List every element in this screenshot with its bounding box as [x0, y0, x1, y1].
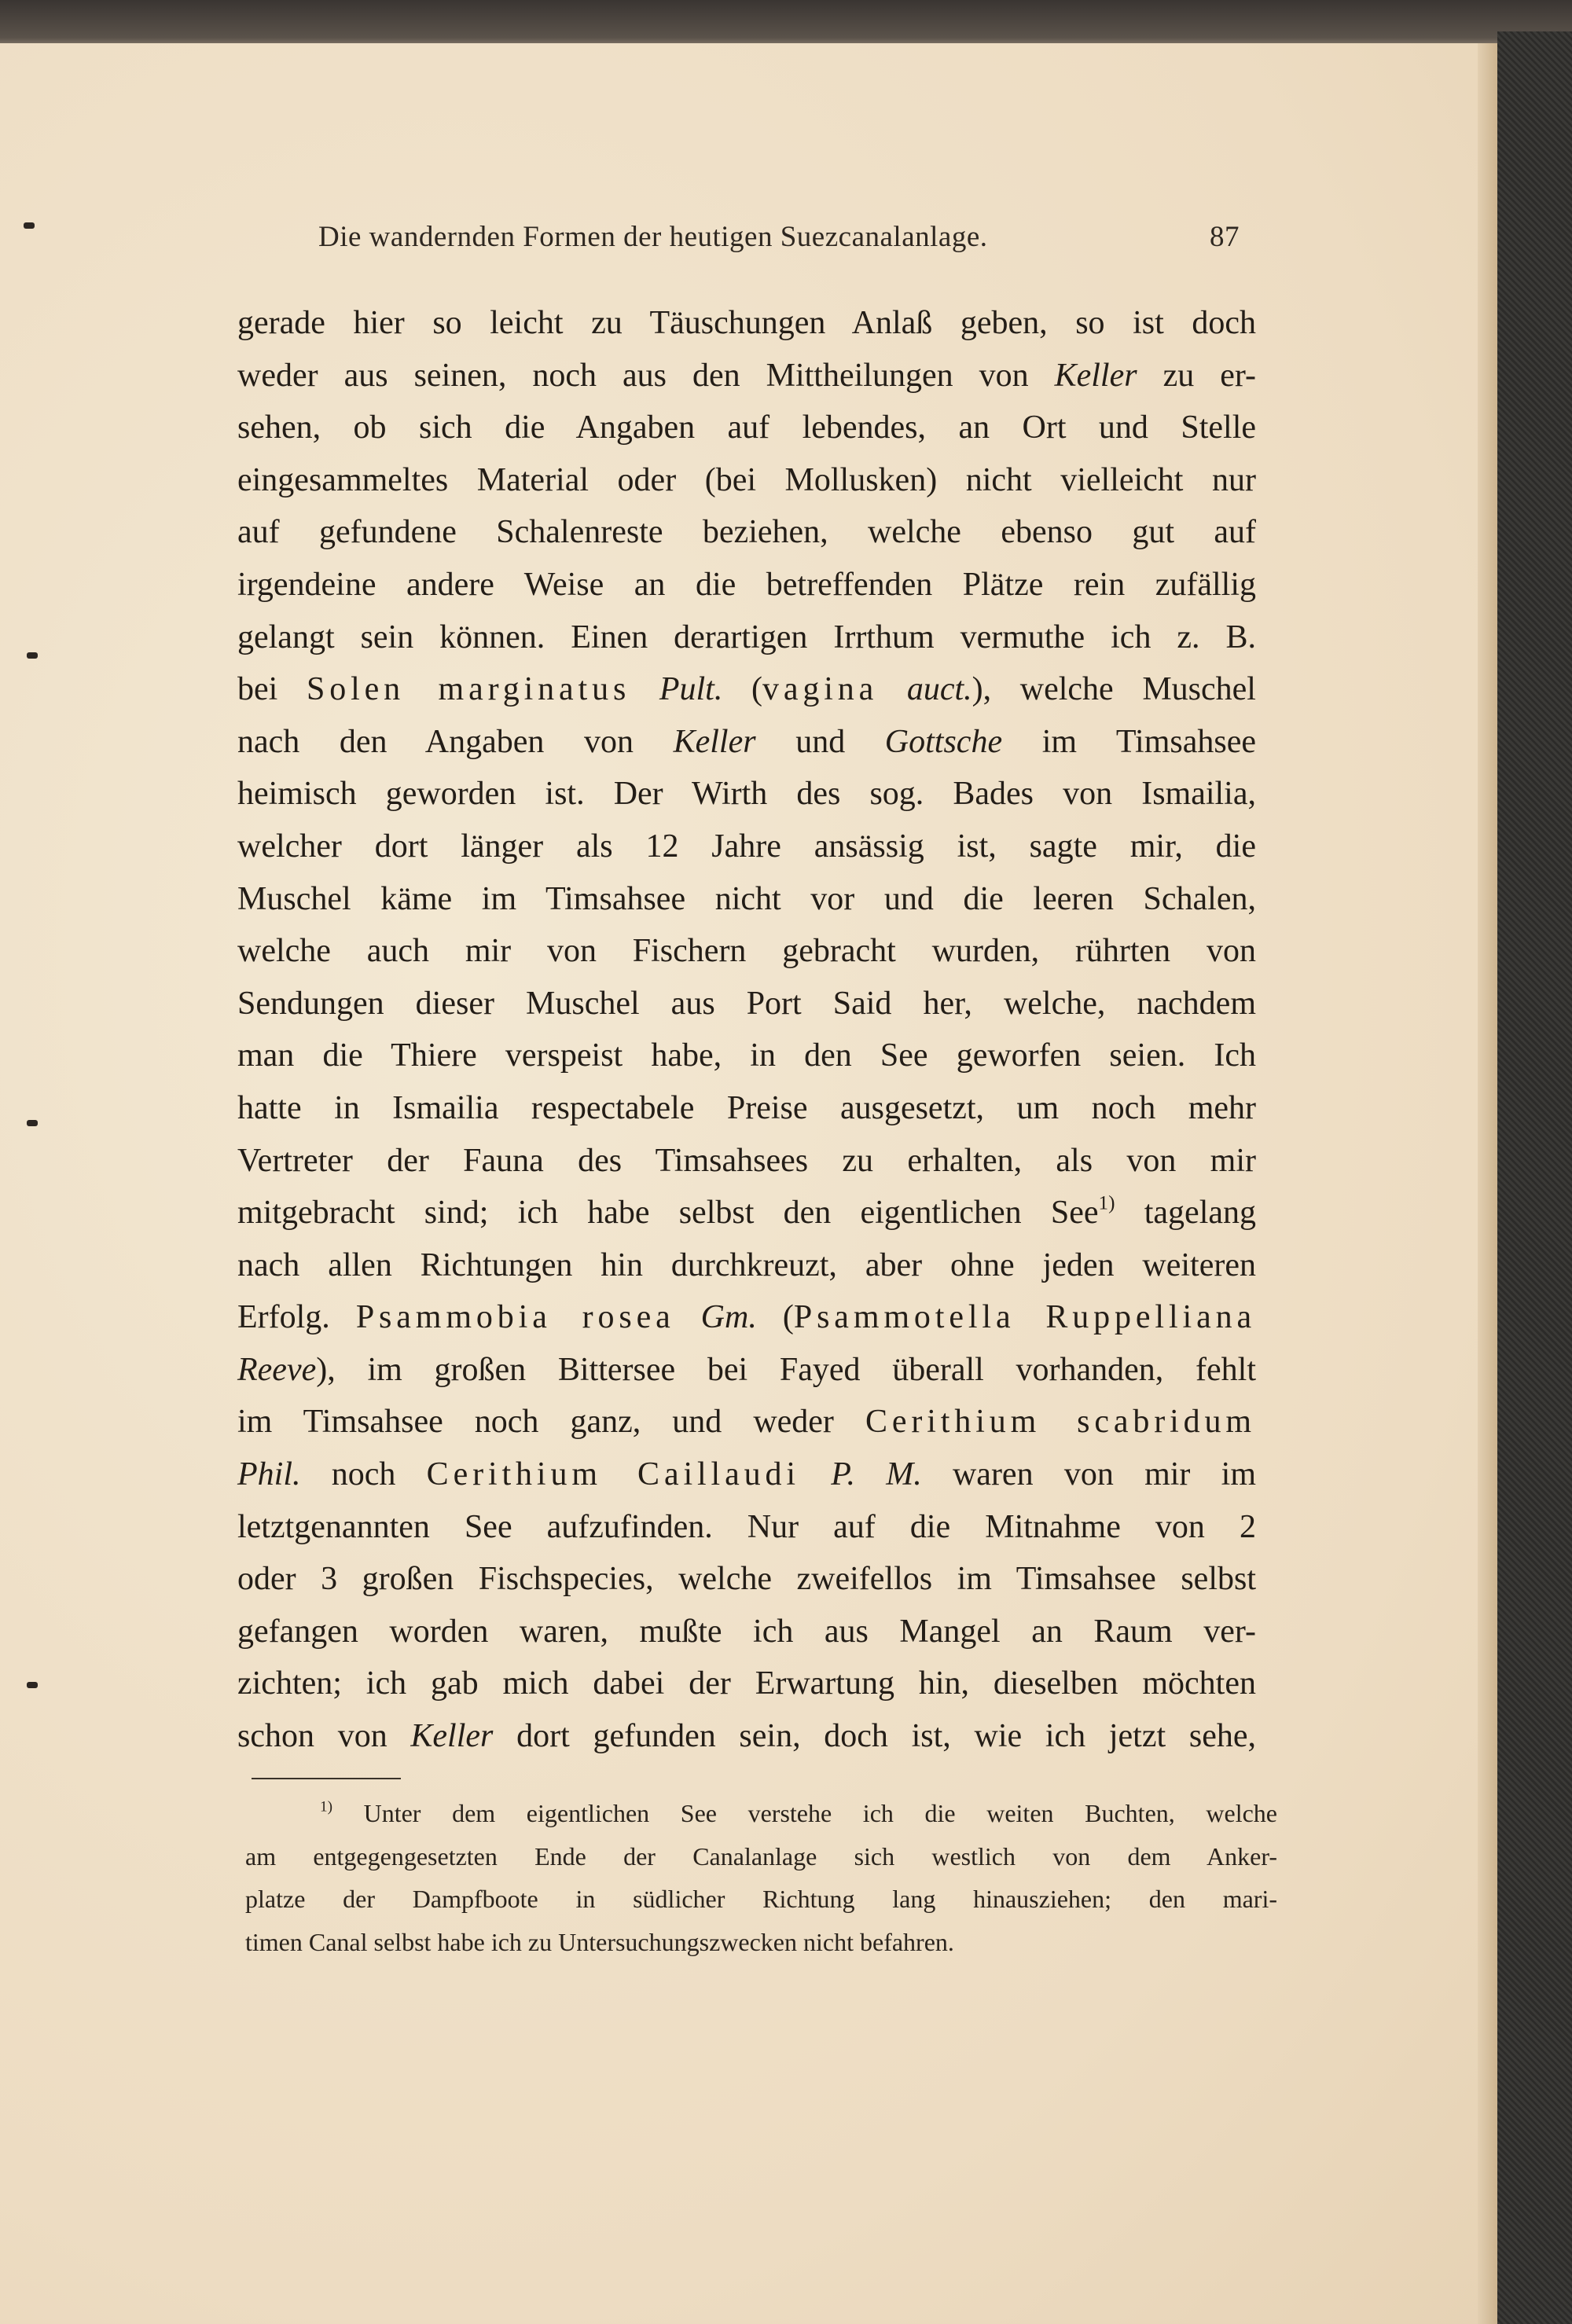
body-line [237, 454, 1256, 507]
italic-text: Pult. [659, 671, 723, 708]
text-run: oder 3 großen Fischspecies, welche zweifellos im Timsahsee selbst [237, 1561, 1256, 1598]
body-line [237, 506, 1256, 559]
body-line [237, 1396, 1256, 1448]
text-run: schon von [237, 1718, 411, 1755]
page-edge [1478, 43, 1500, 2324]
body-line [237, 978, 1256, 1030]
italic-text: Keller [410, 1718, 494, 1755]
body-line [237, 925, 1256, 978]
text-run: eingesammeltes Material oder (bei Mollusken) nicht vielleicht nur [237, 461, 1256, 498]
text-run [675, 1299, 701, 1335]
spaced-taxon-name: vagina [762, 671, 879, 708]
body-line [237, 1658, 1256, 1710]
running-header [318, 220, 1240, 254]
text-run: nach den Angaben von [237, 723, 674, 760]
text-run: platze der Dampfboote in südlicher Richtung lang hinausziehen; den mari- [245, 1885, 1277, 1913]
body-line [237, 768, 1256, 821]
footnote [245, 1792, 1277, 1963]
body-line [237, 402, 1256, 454]
text-run: ), welche Muschel [971, 671, 1256, 708]
binding-mark [27, 1682, 38, 1688]
book-cover-right [1497, 31, 1572, 2324]
text-run: mitgebracht sind; ich habe selbst den eigentlichen See [237, 1195, 1099, 1232]
body-line [237, 1030, 1256, 1082]
text-run: gelangt sein können. Einen derartigen Irrthum vermuthe ich z. B. [237, 619, 1256, 655]
text-run: man die Thiere verspeist habe, in den See geworfen seien. Ich [237, 1037, 1256, 1074]
spaced-taxon-name: Cerithium Caillaudi [426, 1456, 800, 1493]
spaced-taxon-name: Cerithium scabridum [865, 1404, 1256, 1441]
body-text [237, 297, 1256, 1763]
text-run: tagelang [1115, 1195, 1257, 1232]
text-run: Muschel käme im Timsahsee nicht vor und die leeren Schalen, [237, 880, 1256, 917]
body-line [237, 1135, 1256, 1188]
body-line [237, 1291, 1256, 1344]
italic-text: Keller [1054, 357, 1137, 394]
footnote-line [245, 1878, 1277, 1921]
italic-text: P. M. [831, 1456, 922, 1493]
italic-text: Gottsche [884, 723, 1003, 760]
spaced-taxon-name: Psammotella Ruppelliana [793, 1299, 1256, 1336]
text-run: letztgenannten See aufzufinden. Nur auf die Mitnahme von 2 [237, 1508, 1256, 1545]
footnote-line [245, 1792, 1277, 1835]
text-run: timen Canal selbst habe ich zu Untersuchungszwecken nicht befahren. [245, 1927, 954, 1956]
text-run: welcher dort länger als 12 Jahre ansässig ist, sagte mir, die [237, 828, 1256, 865]
text-run: zichten; ich gab mich dabei der Erwartung hin, dieselben möchten [237, 1665, 1256, 1702]
binding-mark [27, 652, 38, 659]
text-run: Unter dem eigentlichen See verstehe ich die weiten Buchten, welche [332, 1799, 1277, 1827]
body-line [237, 1187, 1256, 1239]
body-line [237, 821, 1256, 873]
text-run: zu er- [1137, 357, 1256, 394]
text-run: ( [756, 1299, 794, 1336]
text-run: und [755, 723, 885, 760]
text-run: irgendeine andere Weise an die betreffenden Plätze rein zufällig [237, 566, 1256, 603]
text-run: ), im großen Bittersee bei Fayed überall vorhanden, fehlt [316, 1351, 1256, 1388]
text-run: waren von mir im [921, 1456, 1257, 1493]
body-line [237, 350, 1256, 402]
italic-text: Keller [673, 723, 756, 760]
body-line [237, 663, 1256, 716]
text-run: hatte in Ismailia respectabele Preise ausgesetzt, um noch mehr [237, 1089, 1256, 1126]
body-line [237, 1553, 1256, 1606]
text-run: heimisch geworden ist. Der Wirth des sog. Bades von Ismailia, [237, 776, 1256, 813]
text-run: Erfolg. [237, 1299, 356, 1336]
italic-text: Gm. [700, 1299, 757, 1336]
footnote-line [245, 1921, 1277, 1964]
italic-text: auct. [906, 671, 972, 708]
body-line [237, 611, 1256, 664]
body-line [237, 1606, 1256, 1658]
text-run: sehen, ob sich die Angaben auf lebendes, an Ort und Stelle [237, 409, 1256, 446]
body-line [237, 297, 1256, 350]
body-line [237, 559, 1256, 611]
text-run: auf gefundene Schalenreste beziehen, welche ebenso gut auf [237, 514, 1256, 551]
body-line [237, 1082, 1256, 1135]
body-line [237, 1501, 1256, 1554]
body-line [237, 1239, 1256, 1292]
body-line [237, 1448, 1256, 1501]
text-run: Sendungen dieser Muschel aus Port Said her, welche, nachdem [237, 985, 1256, 1022]
text-run: gerade hier so leicht zu Täuschungen Anlaß geben, so ist doch [237, 305, 1256, 341]
spaced-taxon-name: Psammobia rosea [355, 1299, 675, 1336]
footnote-marker: 1) [320, 1798, 332, 1816]
text-run: im Timsahsee [1002, 723, 1256, 760]
text-run: weder aus seinen, noch aus den Mittheilungen von [237, 357, 1055, 394]
footnote-rule [252, 1778, 401, 1779]
text-run [630, 671, 659, 707]
page-number: 87 [1210, 221, 1240, 253]
text-run [878, 671, 907, 707]
text-run: gefangen worden waren, mußte ich aus Mangel an Raum ver- [237, 1613, 1256, 1650]
body-line [237, 1344, 1256, 1397]
body-line [237, 716, 1256, 769]
footnote-line [245, 1835, 1277, 1878]
text-run: nach allen Richtungen hin durchkreuzt, aber ohne jeden weiteren [237, 1246, 1256, 1283]
spaced-taxon-name: Solen marginatus [306, 671, 631, 708]
running-title: Die wandernden Formen der heutigen Suezcanalanlage. [318, 221, 988, 253]
text-run: im Timsahsee noch ganz, und weder [237, 1404, 865, 1441]
text-run: dort gefunden sein, doch ist, wie ich jetzt sehe, [493, 1718, 1256, 1755]
italic-text: Phil. [237, 1456, 301, 1493]
body-line [237, 1710, 1256, 1763]
text-run: ( [722, 671, 762, 708]
binding-mark [24, 222, 35, 229]
body-line [237, 873, 1256, 926]
binding-mark [27, 1120, 38, 1126]
text-run [800, 1456, 831, 1492]
text-run: am entgegengesetzten Ende der Canalanlage sich westlich von dem Anker- [245, 1841, 1277, 1871]
italic-text: Reeve [237, 1351, 317, 1388]
text-run: bei [237, 671, 307, 708]
text-run: welche auch mir von Fischern gebracht wurden, rührten von [237, 933, 1256, 970]
text-run: noch [300, 1456, 427, 1493]
text-run: Vertreter der Fauna des Timsahsees zu erhalten, als von mir [237, 1142, 1256, 1179]
footnote-marker: 1) [1098, 1192, 1115, 1214]
